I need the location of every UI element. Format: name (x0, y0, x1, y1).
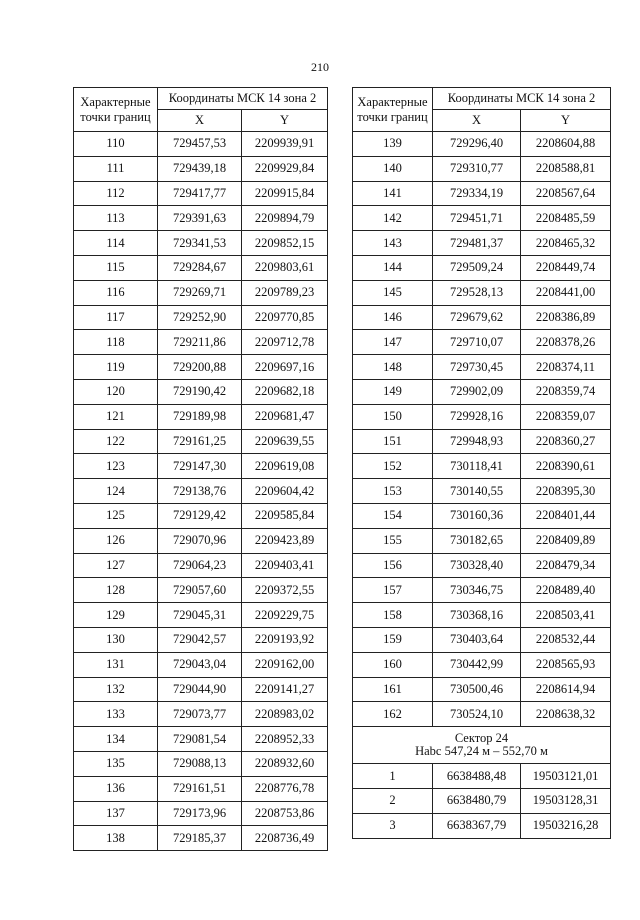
point-number-cell: 132 (74, 677, 158, 702)
table-row (74, 305, 328, 330)
table-row (74, 156, 328, 181)
x-coordinate-cell: 730182,65 (433, 528, 521, 553)
table-row (74, 404, 328, 429)
point-number-cell: 150 (353, 404, 433, 429)
table-row (74, 528, 328, 553)
point-number-cell: 122 (74, 429, 158, 454)
point-number-cell: 128 (74, 578, 158, 603)
table-row (353, 652, 611, 677)
x-coordinate-cell: 729043,04 (158, 652, 242, 677)
table-row (74, 503, 328, 528)
table-row (353, 379, 611, 404)
points-label-line1: Характерные (80, 94, 151, 109)
column-y-header: Y (521, 110, 611, 132)
table-row (74, 379, 328, 404)
x-coordinate-cell: 729528,13 (433, 280, 521, 305)
x-coordinate-cell: 729451,71 (433, 206, 521, 231)
y-coordinate-cell: 2208638,32 (521, 702, 611, 727)
x-coordinate-cell: 729284,67 (158, 255, 242, 280)
x-coordinate-cell: 729439,18 (158, 156, 242, 181)
table-row (353, 156, 611, 181)
table-row (74, 652, 328, 677)
y-coordinate-cell: 2208532,44 (521, 627, 611, 652)
x-coordinate-cell: 729334,19 (433, 181, 521, 206)
point-number-cell: 139 (353, 132, 433, 157)
y-coordinate-cell: 2208932,60 (242, 751, 328, 776)
right-coordinates-table (352, 87, 611, 839)
y-coordinate-cell: 2208386,89 (521, 305, 611, 330)
point-number-cell: 113 (74, 206, 158, 231)
table-row (353, 553, 611, 578)
y-coordinate-cell: 2208776,78 (242, 776, 328, 801)
sector-title: Сектор 24 (454, 731, 509, 746)
point-number-cell: 147 (353, 330, 433, 355)
point-number-cell: 127 (74, 553, 158, 578)
x-coordinate-cell: 6638488,48 (433, 764, 521, 789)
point-number-cell: 1 (353, 764, 433, 789)
table-row (74, 429, 328, 454)
point-number-cell: 123 (74, 454, 158, 479)
table-row (74, 603, 328, 628)
y-coordinate-cell: 2208567,64 (521, 181, 611, 206)
x-coordinate-cell: 729185,37 (158, 826, 242, 851)
points-label-line1: Характерные (357, 94, 428, 109)
table-row (74, 702, 328, 727)
x-coordinate-cell: 729928,16 (433, 404, 521, 429)
table-row (74, 132, 328, 157)
table-row (353, 454, 611, 479)
table-row (353, 764, 611, 789)
x-coordinate-cell: 729252,90 (158, 305, 242, 330)
y-coordinate-cell: 2208401,44 (521, 503, 611, 528)
table-row (353, 503, 611, 528)
point-number-cell: 112 (74, 181, 158, 206)
point-number-cell: 159 (353, 627, 433, 652)
point-number-cell: 125 (74, 503, 158, 528)
x-coordinate-cell: 6638367,79 (433, 813, 521, 838)
y-coordinate-cell: 2209403,41 (242, 553, 328, 578)
table-row (353, 603, 611, 628)
table-row (353, 702, 611, 727)
x-coordinate-cell: 729902,09 (433, 379, 521, 404)
x-coordinate-cell: 729417,77 (158, 181, 242, 206)
y-coordinate-cell: 2209915,84 (242, 181, 328, 206)
x-coordinate-cell: 729710,07 (433, 330, 521, 355)
y-coordinate-cell: 2209939,91 (242, 132, 328, 157)
coords-title: Координаты МСК 14 зона 2 (433, 88, 611, 110)
point-number-cell: 134 (74, 727, 158, 752)
y-coordinate-cell: 2209604,42 (242, 479, 328, 504)
y-coordinate-cell: 2208360,27 (521, 429, 611, 454)
point-number-cell: 142 (353, 206, 433, 231)
x-coordinate-cell: 729064,23 (158, 553, 242, 578)
point-number-cell: 124 (74, 479, 158, 504)
sector-height-range: Нabc 547,24 м – 552,70 м (415, 744, 548, 759)
point-number-cell: 145 (353, 280, 433, 305)
table-row (74, 330, 328, 355)
column-x-header: X (433, 110, 521, 132)
y-coordinate-cell: 2209619,08 (242, 454, 328, 479)
table-row (74, 255, 328, 280)
point-number-cell: 149 (353, 379, 433, 404)
point-number-cell: 143 (353, 231, 433, 256)
page-number: 210 (311, 60, 329, 74)
y-coordinate-cell: 19503216,28 (521, 813, 611, 838)
y-coordinate-cell: 2208374,11 (521, 355, 611, 380)
x-coordinate-cell: 6638480,79 (433, 788, 521, 813)
y-coordinate-cell: 2208604,88 (521, 132, 611, 157)
point-number-cell: 111 (74, 156, 158, 181)
table-row (353, 280, 611, 305)
y-coordinate-cell: 2208449,74 (521, 255, 611, 280)
y-coordinate-cell: 2208983,02 (242, 702, 328, 727)
points-column-header (74, 88, 158, 132)
point-number-cell: 115 (74, 255, 158, 280)
y-coordinate-cell: 2208409,89 (521, 528, 611, 553)
y-coordinate-cell: 2208489,40 (521, 578, 611, 603)
x-coordinate-cell: 729045,31 (158, 603, 242, 628)
point-number-cell: 157 (353, 578, 433, 603)
point-number-cell: 138 (74, 826, 158, 851)
y-coordinate-cell: 2208565,93 (521, 652, 611, 677)
y-coordinate-cell: 2208614,94 (521, 677, 611, 702)
point-number-cell: 129 (74, 603, 158, 628)
y-coordinate-cell: 2209229,75 (242, 603, 328, 628)
point-number-cell: 144 (353, 255, 433, 280)
table-row (353, 528, 611, 553)
point-number-cell: 121 (74, 404, 158, 429)
y-coordinate-cell: 19503128,31 (521, 788, 611, 813)
point-number-cell: 137 (74, 801, 158, 826)
y-coordinate-cell: 2209141,27 (242, 677, 328, 702)
sector-header-cell (353, 727, 611, 764)
x-coordinate-cell: 729296,40 (433, 132, 521, 157)
y-coordinate-cell: 2209162,00 (242, 652, 328, 677)
column-y-header: Y (242, 110, 328, 132)
x-coordinate-cell: 730346,75 (433, 578, 521, 603)
x-coordinate-cell: 729310,77 (433, 156, 521, 181)
x-coordinate-cell: 729391,63 (158, 206, 242, 231)
table-row (74, 553, 328, 578)
point-number-cell: 141 (353, 181, 433, 206)
y-coordinate-cell: 2209585,84 (242, 503, 328, 528)
table-row (74, 627, 328, 652)
table-row (353, 305, 611, 330)
table-row (353, 627, 611, 652)
point-number-cell: 3 (353, 813, 433, 838)
table-row (353, 578, 611, 603)
x-coordinate-cell: 729044,90 (158, 677, 242, 702)
y-coordinate-cell: 2208359,07 (521, 404, 611, 429)
table-row (74, 826, 328, 851)
y-coordinate-cell: 2208588,81 (521, 156, 611, 181)
y-coordinate-cell: 2208465,32 (521, 231, 611, 256)
y-coordinate-cell: 2208378,26 (521, 330, 611, 355)
coords-title: Координаты МСК 14 зона 2 (158, 88, 328, 110)
x-coordinate-cell: 729147,30 (158, 454, 242, 479)
x-coordinate-cell: 729073,77 (158, 702, 242, 727)
y-coordinate-cell: 2209712,78 (242, 330, 328, 355)
y-coordinate-cell: 2208503,41 (521, 603, 611, 628)
y-coordinate-cell: 2208753,86 (242, 801, 328, 826)
points-column-header (353, 88, 433, 132)
y-coordinate-cell: 2208485,59 (521, 206, 611, 231)
table-row (353, 355, 611, 380)
points-label-line2: точки границ (357, 109, 428, 124)
table-row (74, 181, 328, 206)
points-label-line2: точки границ (80, 109, 151, 124)
x-coordinate-cell: 729161,51 (158, 776, 242, 801)
sector-header-row (353, 727, 611, 764)
x-coordinate-cell: 729042,57 (158, 627, 242, 652)
table-row (74, 727, 328, 752)
point-number-cell: 136 (74, 776, 158, 801)
point-number-cell: 120 (74, 379, 158, 404)
y-coordinate-cell: 2209372,55 (242, 578, 328, 603)
y-coordinate-cell: 2209697,16 (242, 355, 328, 380)
x-coordinate-cell: 729679,62 (433, 305, 521, 330)
x-coordinate-cell: 730140,55 (433, 479, 521, 504)
x-coordinate-cell: 730524,10 (433, 702, 521, 727)
table-row (353, 429, 611, 454)
point-number-cell: 146 (353, 305, 433, 330)
table-row (74, 454, 328, 479)
table-row (353, 330, 611, 355)
y-coordinate-cell: 2208359,74 (521, 379, 611, 404)
y-coordinate-cell: 2209681,47 (242, 404, 328, 429)
point-number-cell: 148 (353, 355, 433, 380)
left-coordinates-table (73, 87, 328, 851)
right-table-body (353, 132, 611, 839)
x-coordinate-cell: 729070,96 (158, 528, 242, 553)
y-coordinate-cell: 2209423,89 (242, 528, 328, 553)
point-number-cell: 161 (353, 677, 433, 702)
y-coordinate-cell: 2209682,18 (242, 379, 328, 404)
point-number-cell: 126 (74, 528, 158, 553)
y-coordinate-cell: 2209193,92 (242, 627, 328, 652)
point-number-cell: 140 (353, 156, 433, 181)
table-row (74, 206, 328, 231)
table-row (74, 231, 328, 256)
x-coordinate-cell: 730500,46 (433, 677, 521, 702)
x-coordinate-cell: 729200,88 (158, 355, 242, 380)
x-coordinate-cell: 729509,24 (433, 255, 521, 280)
table-row (353, 206, 611, 231)
point-number-cell: 135 (74, 751, 158, 776)
table-row (74, 677, 328, 702)
point-number-cell: 162 (353, 702, 433, 727)
table-row (353, 181, 611, 206)
point-number-cell: 110 (74, 132, 158, 157)
y-coordinate-cell: 19503121,01 (521, 764, 611, 789)
x-coordinate-cell: 730403,64 (433, 627, 521, 652)
y-coordinate-cell: 2209789,23 (242, 280, 328, 305)
point-number-cell: 151 (353, 429, 433, 454)
point-number-cell: 153 (353, 479, 433, 504)
table-row (74, 776, 328, 801)
point-number-cell: 117 (74, 305, 158, 330)
x-coordinate-cell: 729138,76 (158, 479, 242, 504)
table-row (353, 231, 611, 256)
y-coordinate-cell: 2209852,15 (242, 231, 328, 256)
x-coordinate-cell: 729481,37 (433, 231, 521, 256)
y-coordinate-cell: 2208952,33 (242, 727, 328, 752)
x-coordinate-cell: 730118,41 (433, 454, 521, 479)
y-coordinate-cell: 2209894,79 (242, 206, 328, 231)
table-row (74, 751, 328, 776)
y-coordinate-cell: 2209639,55 (242, 429, 328, 454)
table-row (74, 280, 328, 305)
x-coordinate-cell: 729269,71 (158, 280, 242, 305)
point-number-cell: 118 (74, 330, 158, 355)
column-x-header: X (158, 110, 242, 132)
table-row (74, 801, 328, 826)
point-number-cell: 152 (353, 454, 433, 479)
x-coordinate-cell: 729457,53 (158, 132, 242, 157)
x-coordinate-cell: 729730,45 (433, 355, 521, 380)
point-number-cell: 156 (353, 553, 433, 578)
table-row (353, 788, 611, 813)
left-table-body (74, 132, 328, 851)
table-row (353, 813, 611, 838)
x-coordinate-cell: 730442,99 (433, 652, 521, 677)
y-coordinate-cell: 2209929,84 (242, 156, 328, 181)
x-coordinate-cell: 729129,42 (158, 503, 242, 528)
y-coordinate-cell: 2208736,49 (242, 826, 328, 851)
table-row (353, 255, 611, 280)
x-coordinate-cell: 730160,36 (433, 503, 521, 528)
x-coordinate-cell: 730368,16 (433, 603, 521, 628)
point-number-cell: 119 (74, 355, 158, 380)
y-coordinate-cell: 2209770,85 (242, 305, 328, 330)
y-coordinate-cell: 2208479,34 (521, 553, 611, 578)
point-number-cell: 131 (74, 652, 158, 677)
x-coordinate-cell: 729341,53 (158, 231, 242, 256)
x-coordinate-cell: 729948,93 (433, 429, 521, 454)
x-coordinate-cell: 729211,86 (158, 330, 242, 355)
table-row (353, 677, 611, 702)
x-coordinate-cell: 729161,25 (158, 429, 242, 454)
point-number-cell: 154 (353, 503, 433, 528)
point-number-cell: 155 (353, 528, 433, 553)
y-coordinate-cell: 2209803,61 (242, 255, 328, 280)
point-number-cell: 130 (74, 627, 158, 652)
x-coordinate-cell: 729173,96 (158, 801, 242, 826)
x-coordinate-cell: 729081,54 (158, 727, 242, 752)
table-row (353, 404, 611, 429)
table-row (353, 132, 611, 157)
x-coordinate-cell: 729057,60 (158, 578, 242, 603)
point-number-cell: 2 (353, 788, 433, 813)
x-coordinate-cell: 729189,98 (158, 404, 242, 429)
x-coordinate-cell: 730328,40 (433, 553, 521, 578)
table-row (74, 479, 328, 504)
table-row (74, 355, 328, 380)
point-number-cell: 116 (74, 280, 158, 305)
y-coordinate-cell: 2208390,61 (521, 454, 611, 479)
y-coordinate-cell: 2208395,30 (521, 479, 611, 504)
y-coordinate-cell: 2208441,00 (521, 280, 611, 305)
point-number-cell: 114 (74, 231, 158, 256)
point-number-cell: 158 (353, 603, 433, 628)
point-number-cell: 160 (353, 652, 433, 677)
x-coordinate-cell: 729190,42 (158, 379, 242, 404)
table-row (74, 578, 328, 603)
table-row (353, 479, 611, 504)
x-coordinate-cell: 729088,13 (158, 751, 242, 776)
point-number-cell: 133 (74, 702, 158, 727)
